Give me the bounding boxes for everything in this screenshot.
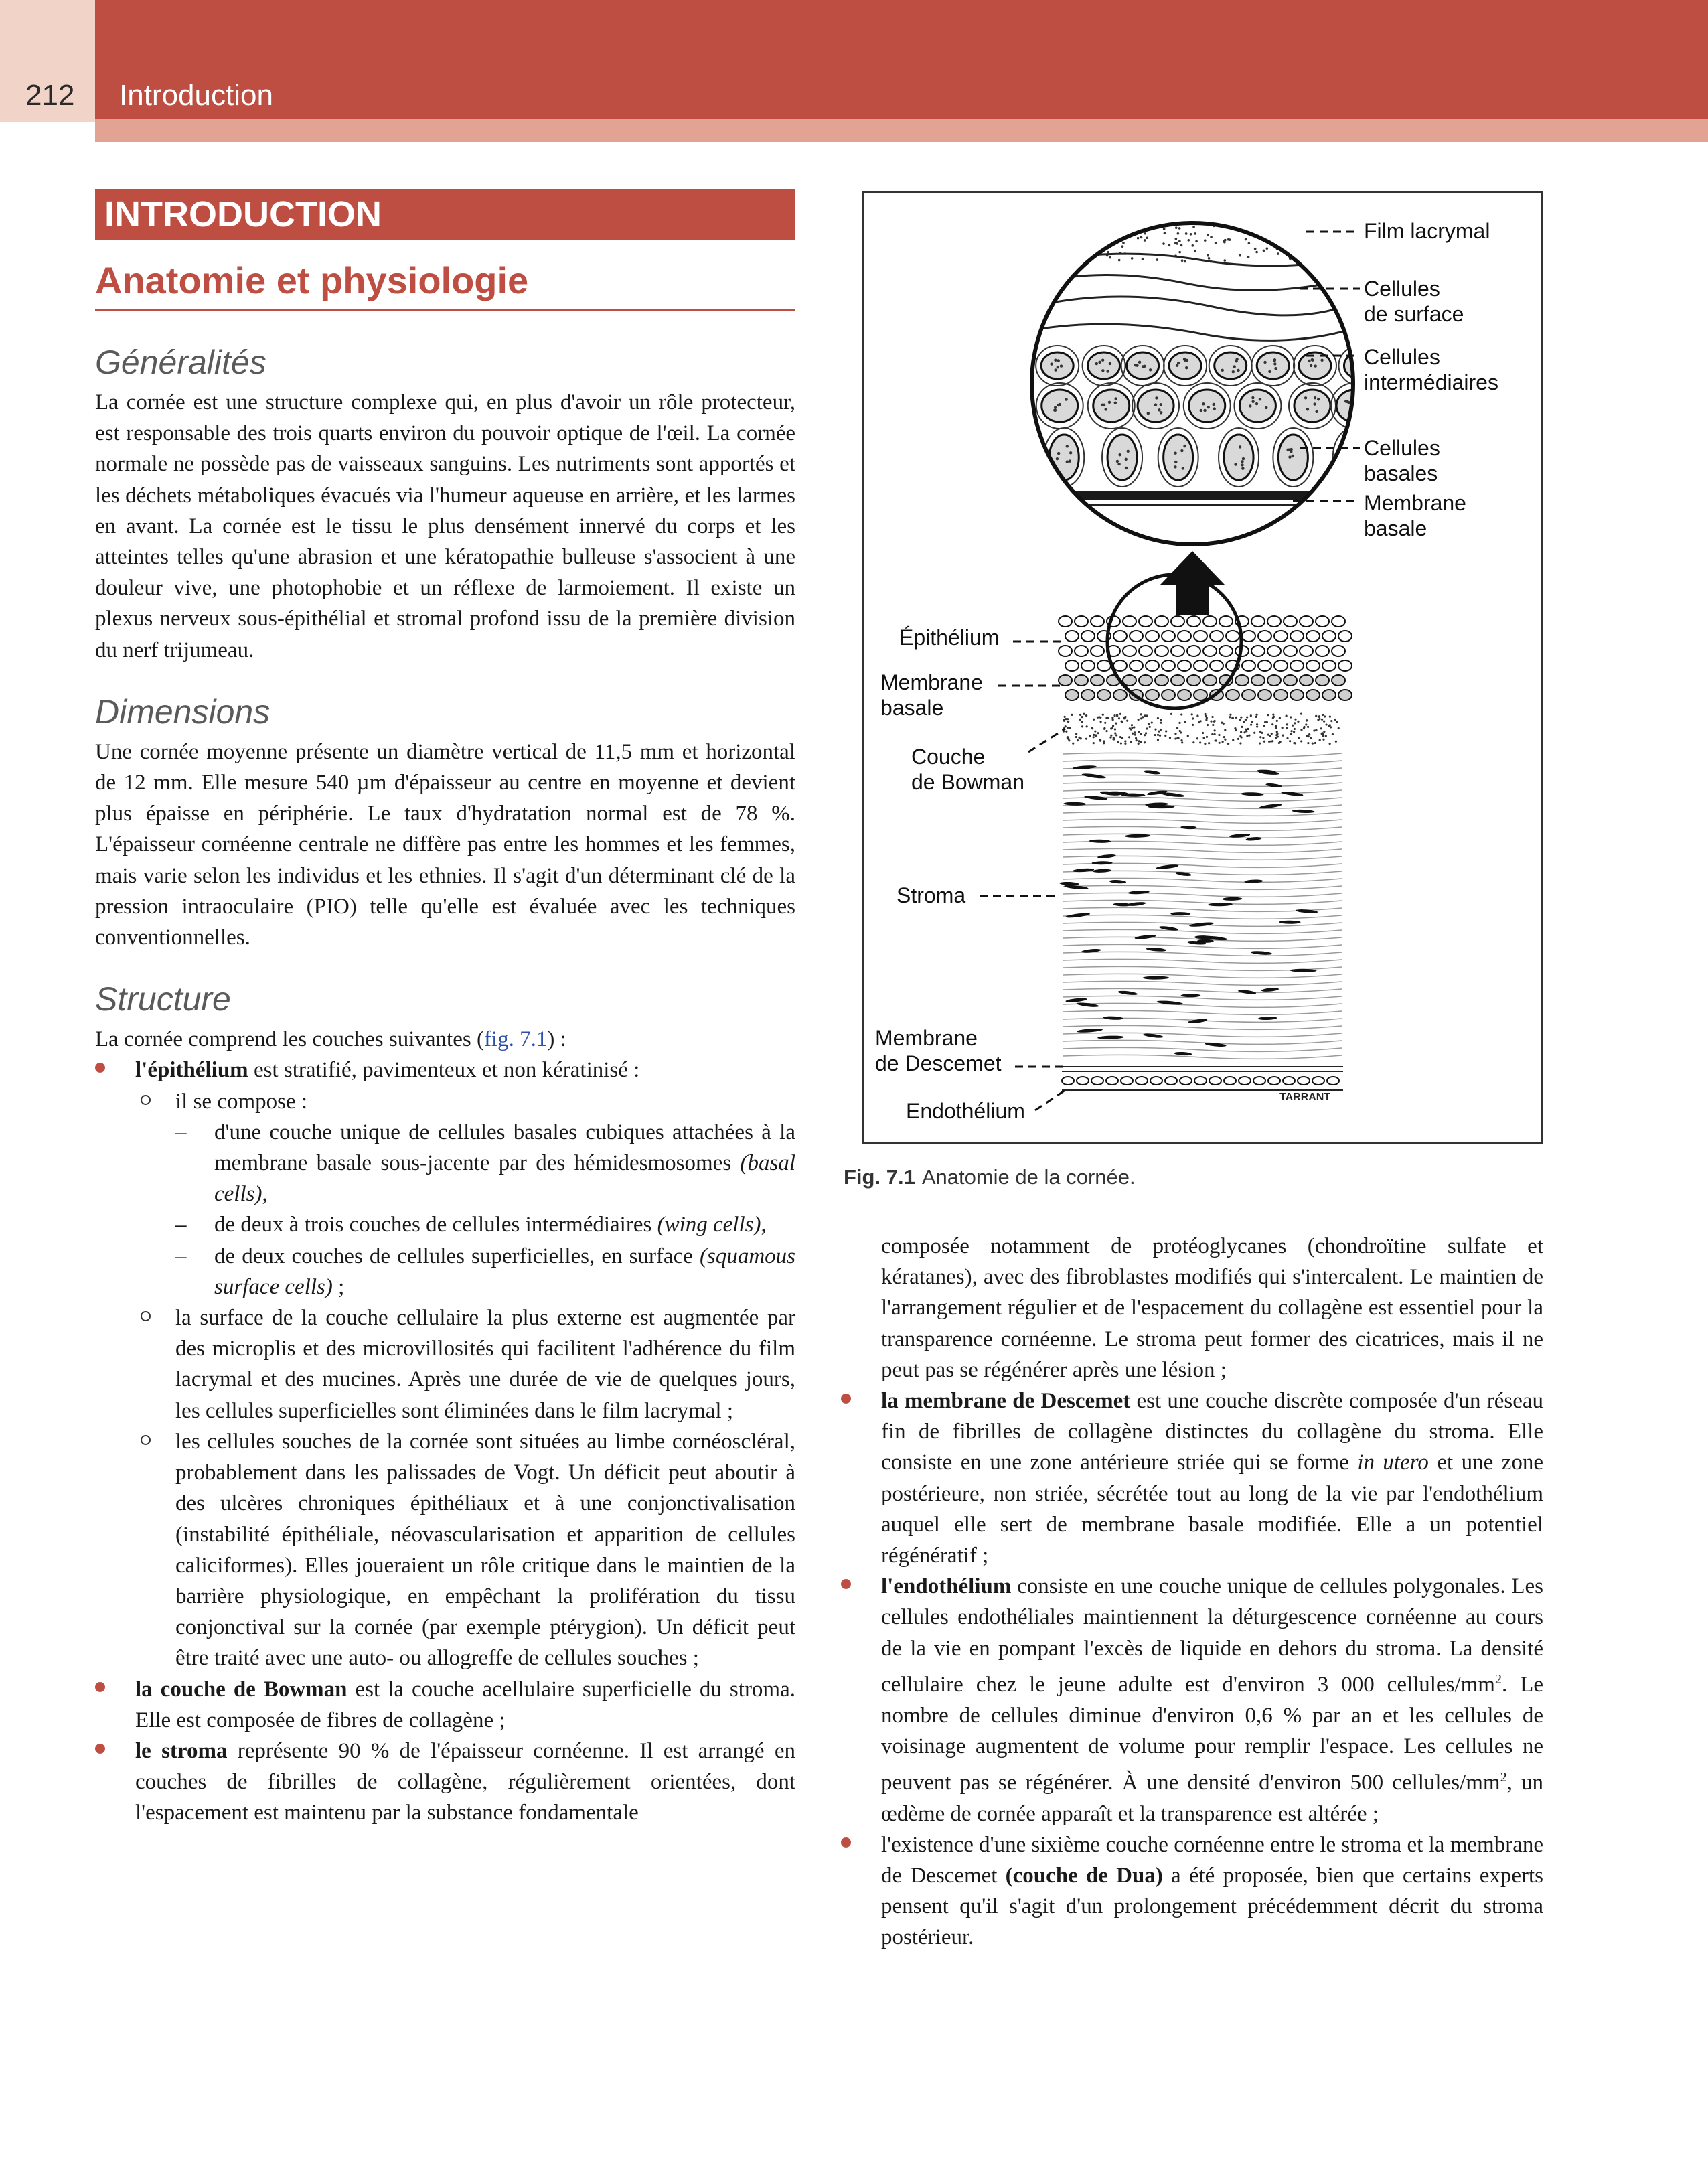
list-item-stroma-continued: composée notamment de protéoglycanes (chondroïtine sulfate et kératanes), avec des fibroblastes modifiés qui s'intercalent. Le maintien de l'arrangement régulier et de l'espacement du collagène est essentiel pour la transparence cornéenne. Le stroma peut former des cicatrices, mais il ne peut pas se régénérer après une lésion ; (881, 1234, 1543, 1382)
label-cellules-surface: Cellules de surface (1364, 277, 1464, 326)
bullet-icon (95, 1744, 105, 1754)
artist-signature: TARRANT (1279, 1092, 1331, 1103)
bullet-icon (95, 1063, 105, 1073)
bullet-icon (95, 1682, 105, 1692)
cell-layers-list (175, 1117, 795, 1302)
tissue-block (1059, 615, 1352, 1094)
circle-bullet-icon (141, 1311, 151, 1321)
list-item-stroma: le stroma représente 90 % de l'épaisseur cornéenne. Il est arrangé en couches de fibrilles de collagène, régulièrement orientées, dont l'espacement est maintenu par la substance fondamentale (95, 1736, 795, 1829)
list-item-endothelium: l'endothélium consiste en une couche unique de cellules polygonales. Les cellules endothéliales maintiennent la déturgescence cornéenne au cours de la vie en pompant l'excès de liquide en dehors du stroma. La densité cellulaire chez le jeune adulte est d'environ 3 000 cellules/$mm^2$. Le nombre de cellules diminue d'environ 0,6 % par an et les cellules de voisinage augmentent de volume pour remplir l'espace. Les cellules ne peuvent pas se régénérer. À une densité d'environ 500 cellules/$mm^2$, un œdème de cornée apparaît et la transparence est altérée ; (844, 1571, 1543, 1829)
header-strip (95, 119, 1708, 142)
circle-bullet-icon (141, 1435, 151, 1445)
sublist-item: la surface de la couche cellulaire la plus externe est augmentée par des microplis et des microvillosités qui facilitent l'adhérence du film lacrymal et des mucines. Après une durée de vie de quelques jours, les cellules superficielles sont éliminées dans le film lacrymal ; (135, 1302, 795, 1426)
right-column (844, 1231, 1543, 1953)
bullet-icon (841, 1579, 851, 1589)
list-item-descemet: la membrane de Descemet est une couche discrète composée d'un réseau fin de fibrilles de collagène distinctes du collagène du stroma. Elle consiste en une zone antérieure striée qui se forme in utero et une zone postérieure, non striée, sécrétée tout au long de la vie par l'endothélium auquel elle sert de membrane basale modifiée. Elle a un potentiel régénératif ; (844, 1385, 1543, 1571)
sublist-item: il se compose : – d'une couche unique de cellules basales cubiques attachées à la membrane basale sous-jacente par des hémidesmosomes (basal cells), – de deux à trois couches de cellules intermédiaires (wing cells), – de deux couches de cellules superficielles, en surface (squamous surface cells) ; (135, 1086, 795, 1302)
bullet-icon (841, 1837, 851, 1848)
heading-structure: Structure (95, 980, 231, 1019)
label-membrane-descemet: Membrane de Descemet (875, 1026, 1002, 1075)
label-cellules-intermediaires: Cellules intermédiaires (1364, 345, 1498, 394)
running-title: Introduction (119, 79, 273, 112)
layers-list (95, 1055, 795, 1828)
header-bar (95, 0, 1708, 119)
cornea-diagram (864, 193, 1543, 1144)
label-membrane-basale: Membrane basale (880, 670, 983, 720)
label-cellules-basales: Cellules basales (1364, 436, 1440, 485)
figure-cornea-anatomy (862, 191, 1543, 1144)
heading-anatomie: Anatomie et physiologie (95, 258, 795, 311)
label-membrane-basale-top: Membrane basale (1364, 491, 1466, 540)
sublist-item: les cellules souches de la cornée sont situées au limbe cornéoscléral, probablement dans les palissades de Vogt. Un déficit peut aboutir à des ulcères chroniques épithéliaux et à une conjonctivalisation (instabilité épithéliale, néovascularisation et apparition de cellules caliciformes). Elles joueraient un rôle critique dans le maintien de la barrière physiologique, en empêchant la prolifération du tissu conjonctival sur la cornée (par exemple ptérygion). Un déficit peut être traité avec une auto- ou allogreffe de cellules souches ; (135, 1426, 795, 1674)
epithelium-sublist (135, 1086, 795, 1674)
circle-bullet-icon (141, 1095, 151, 1105)
paragraph-generalites: La cornée est une structure complexe qui, en plus d'avoir un rôle protecteur, est responsable des trois quarts environ du pouvoir optique de l'œil. La cornée normale ne possède pas de vaisseaux sanguins. Les nutriments sont apportés et les déchets métaboliques évacués via l'humeur aqueuse en arrière, et les larmes en avant. La cornée est le tissu le plus densément innervé du corps et les atteintes telles qu'une abrasion et une kératopathie bulleuse s'associent à une douleur vive, une photophobie et un réflexe de larmoiement. Il existe un plexus nerveux sous-épithélial et stromal profond issu de la première division du nerf trijumeau. (95, 390, 795, 662)
structure-intro: La cornée comprend les couches suivantes (fig. 7.1) : (95, 1027, 566, 1052)
label-epithelium: Épithélium (899, 625, 1000, 650)
label-film-lacrymal: Film lacrymal (1364, 219, 1490, 243)
label-couche-bowman: Couche de Bowman (911, 745, 1024, 794)
bullet-icon (841, 1394, 851, 1404)
label-endothelium: Endothélium (906, 1099, 1025, 1123)
page-number: 212 (25, 79, 75, 112)
layers-list-continued (844, 1231, 1543, 1953)
list-item-bowman: la couche de Bowman est la couche acellulaire superficielle du stroma. Elle est composée de fibres de collagène ; (95, 1674, 795, 1736)
figure-reference-link[interactable]: fig. 7.1 (483, 1027, 548, 1052)
dash-item: – de deux à trois couches de cellules intermédiaires (wing cells), (175, 1213, 767, 1237)
list-item-dua: l'existence d'une sixième couche cornéenne entre le stroma et la membrane de Descemet (couche de Dua) a été proposée, bien que certains experts pensent qu'il s'agit d'un prolongement précédemment décrit du stroma postérieur. (844, 1829, 1543, 1953)
section-title-box: INTRODUCTION (95, 189, 795, 240)
heading-dimensions: Dimensions (95, 692, 270, 731)
label-stroma: Stroma (897, 883, 966, 907)
dash-item: – de deux couches de cellules superficielles, en surface (squamous surface cells) ; (175, 1244, 795, 1299)
dash-item: – d'une couche unique de cellules basales cubiques attachées à la membrane basale sous-jacente par des hémidesmosomes (basal cells), (175, 1120, 795, 1207)
left-column (95, 189, 795, 1829)
heading-generalites: Généralités (95, 344, 266, 381)
paragraph-dimensions: Une cornée moyenne présente un diamètre vertical de 11,5 mm et horizontal de 12 mm. Elle mesure 540 µm d'épaisseur au centre en moyenne et devient plus épaisse en périphérie. Le taux d'hydratation normal est de 78 %. L'épaisseur cornéenne centrale ne diffère pas entre les hommes et les femmes, mais varie selon les individus et les ethnies. Il s'agit d'un déterminant clé de la pression intraoculaire (PIO) telle qu'elle est évaluée avec les techniques conventionnelles. (95, 739, 795, 950)
figure-caption: Fig. 7.1 Anatomie de la cornée. (844, 1165, 1136, 1189)
list-item-epithelium: l'épithélium est stratifié, pavimenteux et non kératinisé : il se compose : – d'une couche unique de cellules basales cubiques attachées à la membrane basale sous-jacente par des hémidesmosomes (basal cells), – de deux à trois couches de cellules intermédiaires (wing cells), – de deux couches de cellules superficielles, en surface (squamous surface cells) ; la surface de la couche cellulaire la plus externe est augmentée par des microplis et des microvillosités qui facilitent l'adhérence du film lacrymal et des mucines. Après une durée de vie de quelques jours, les cellules superficielles sont éliminées dans le film lacrymal ; les cellules souches de la cornée sont situées au limbe cornéoscléral, probablement dans les palissades de Vogt. Un déficit peut aboutir à des ulcères chroniques épithéliaux et à une conjonctivalisation (instabilité épithéliale, néovascularisation et apparition de cellules caliciformes). Elles joueraient un rôle critique dans le maintien de la barrière physiologique, en empêchant la prolifération du tissu conjonctival sur la cornée (par exemple ptérygion). Un déficit peut être traité avec une auto- ou allogreffe de cellules souches ; (95, 1055, 795, 1673)
